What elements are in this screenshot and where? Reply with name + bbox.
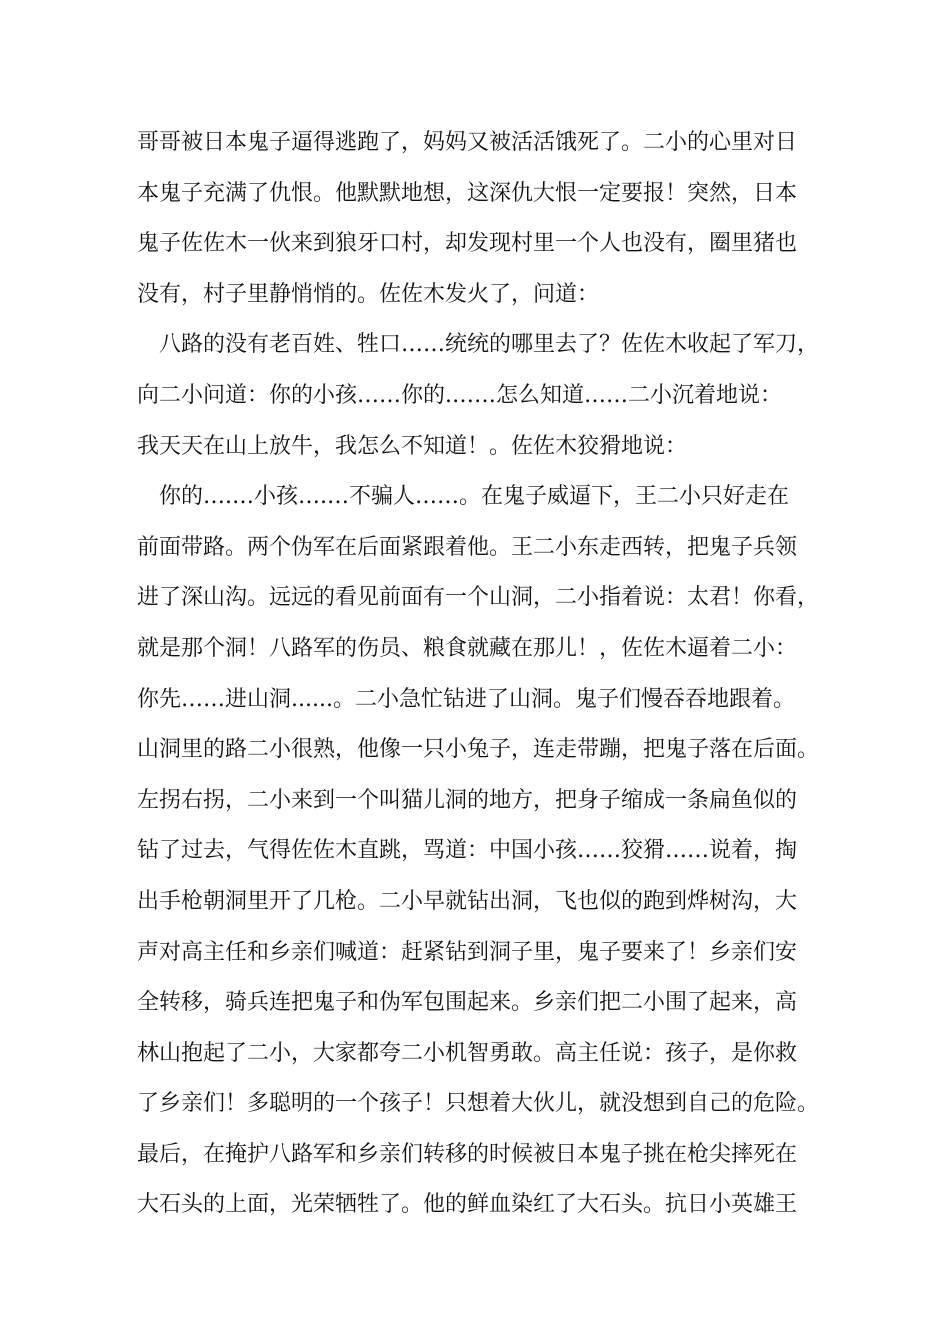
story-text	[137, 118, 837, 1231]
text-line: 本鬼子充满了仇恨。他默默地想，这深仇大恨一定要报！突然，日本	[137, 180, 798, 206]
text-line: 全转移，骑兵连把鬼子和伪军包围起来。乡亲们把二小围了起来，高	[137, 990, 798, 1016]
text-line: 进了深山沟。远远的看见前面有一个山洞，二小指着说：太君！你看，	[137, 585, 820, 611]
text-line: 声对高主任和乡亲们喊道：赶紧钻到洞子里，鬼子要来了！乡亲们安	[137, 939, 798, 965]
text-line: 大石头的上面，光荣牺牲了。他的鲜血染红了大石头。抗日小英雄王	[137, 1192, 798, 1218]
text-line: 出手枪朝洞里开了几枪。二小早就钻出洞，飞也似的跑到烨树沟，大	[137, 888, 798, 914]
text-line: 山洞里的路二小很熟，他像一只小兔子，连走带蹦，把鬼子落在后面。	[137, 737, 820, 763]
text-line: 左拐右拐，二小来到一个叫猫儿洞的地方，把身子缩成一条扁鱼似的	[137, 787, 798, 813]
text-line: 钻了过去，气得佐佐木直跳，骂道：中国小孩……狡猾……说着，掏	[137, 838, 798, 864]
text-line: 了乡亲们！多聪明的一个孩子！只想着大伙儿，就没想到自己的危险。	[137, 1091, 820, 1117]
text-line: 没有，村子里静悄悄的。佐佐木发火了，问道：	[137, 281, 600, 307]
text-line: 八路的没有老百姓、牲口……统统的哪里去了？佐佐木收起了军刀，	[137, 332, 820, 358]
text-line: 我天天在山上放牛，我怎么不知道！。佐佐木狡猾地说：	[137, 433, 688, 459]
text-line: 最后，在掩护八路军和乡亲们转移的时候被日本鬼子挑在枪尖摔死在	[137, 1141, 798, 1167]
text-line: 林山抱起了二小，大家都夸二小机智勇敢。高主任说：孩子，是你救	[137, 1040, 798, 1066]
text-line: 你先……进山洞......。二小急忙钻进了山洞。鬼子们慢吞吞地跟着。	[137, 686, 795, 712]
text-line: 前面带路。两个伪军在后面紧跟着他。王二小东走西转，把鬼子兵领	[137, 534, 798, 560]
text-line: 鬼子佐佐木一伙来到狼牙口村，却发现村里一个人也没有，圈里猪也	[137, 231, 798, 257]
text-line: 哥哥被日本鬼子逼得逃跑了，妈妈又被活活饿死了。二小的心里对日	[137, 130, 798, 155]
text-line: 就是那个洞！八路军的伤员、粮食就藏在那儿！，佐佐木逼着二小：	[137, 635, 798, 661]
text-line: 你的….…小孩….…不骗人……。在鬼子威逼下，王二小只好走在	[137, 484, 789, 510]
text-line: 向二小问道：你的小孩……你的.……怎么知道……二小沉着地说：	[137, 382, 782, 408]
